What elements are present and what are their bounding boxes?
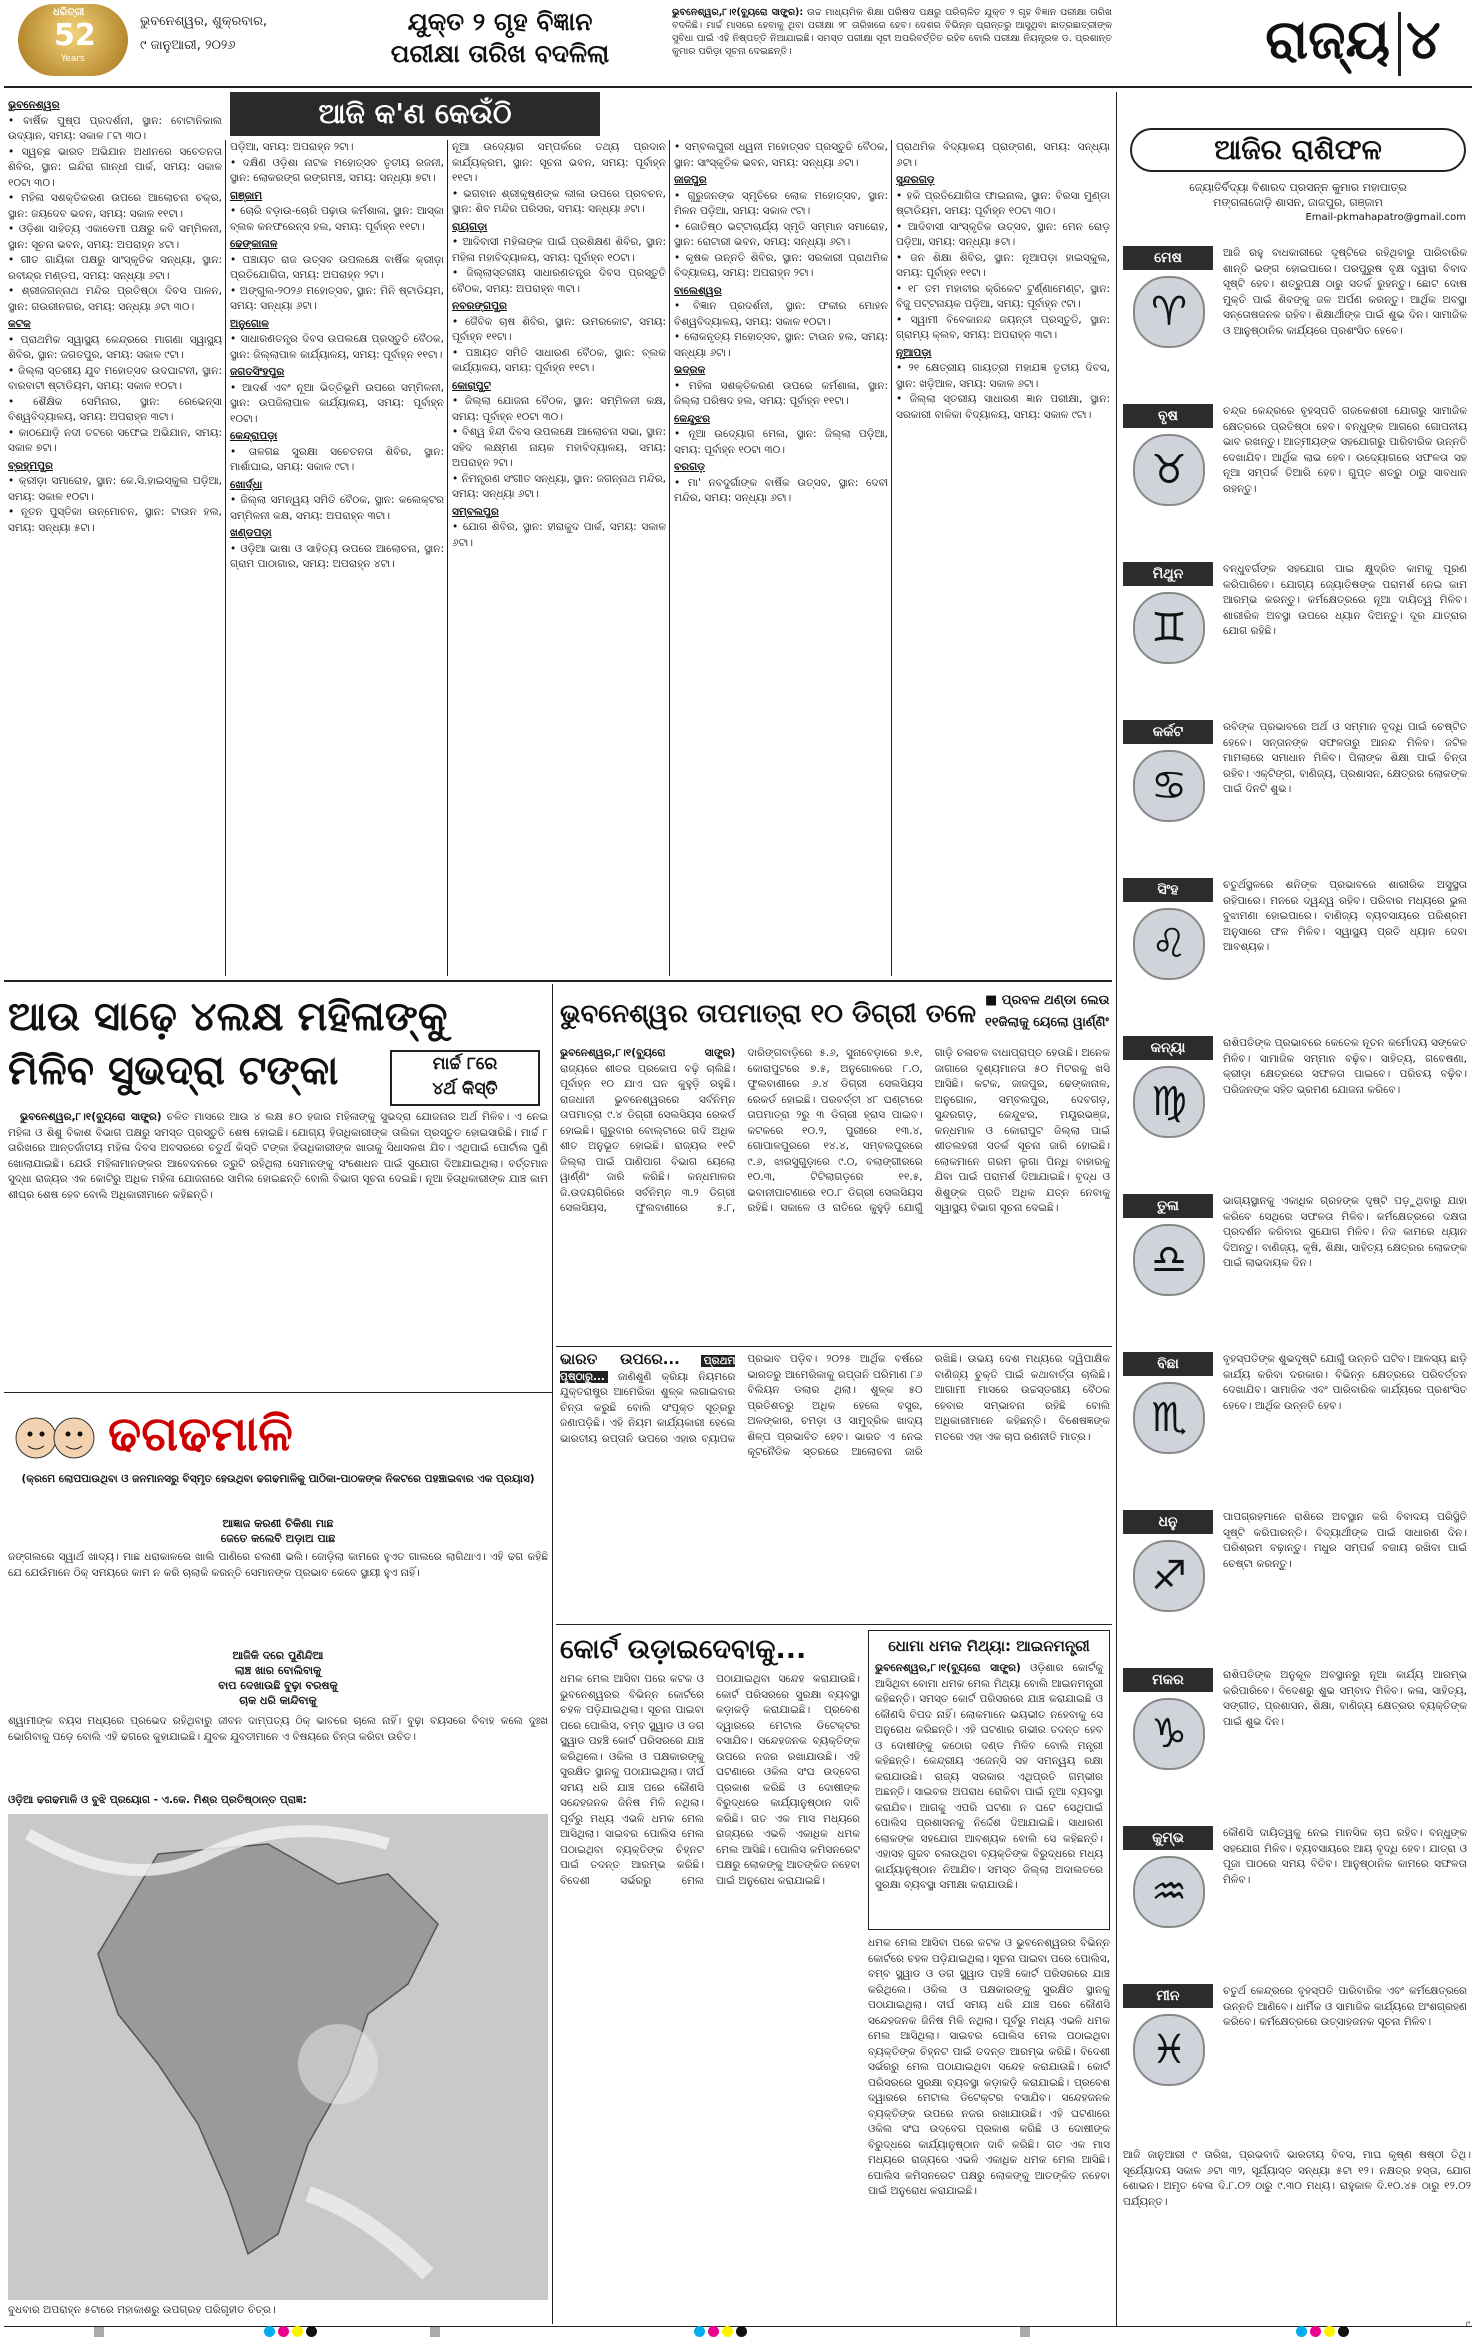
zodiac-row bbox=[1123, 1036, 1471, 1188]
subhadra-headline-line2: ମିଳିବ ସୁଭଦ୍ରା ଟଙ୍କା bbox=[8, 1048, 339, 1094]
event-item: • କାଠଯୋଡ଼ି ନଦୀ ତଟରେ ସଫେଇ ଅଭିଯାନ, ସମୟ: ସକାଳ ୭ଟା। bbox=[8, 426, 222, 454]
satellite-image bbox=[8, 1814, 548, 2300]
zodiac-name-badge: ବିଛା bbox=[1123, 1352, 1213, 1376]
logo-anniversary-number: 52 bbox=[54, 18, 96, 53]
cmyk-dots-1 bbox=[264, 2322, 320, 2334]
zodiac-prediction: ଚନ୍ଦ୍ର କେନ୍ଦ୍ରରେ ବୃହସ୍ପତି ଗଜକେଶରୀ ଯୋଗରୁ ସାମାଜିକ କ୍ଷେତ୍ରରେ ପ୍ରତିଷ୍ଠା ହେବ। ବନ୍ଧୁଙ୍କ ଆଗରେ ଗୋପନୀୟ ଭାବ ରଖନ୍ତୁ। ଆତ୍ମୀୟଙ୍କ ସହଯୋଗରୁ ପାରିବାରିକ ଉନ୍ନତି ଦେଖାଯିବ। ଆର୍ଥିକ ଲାଭ ହେବ। ଉଦ୍ୟୋଗରେ ସଫଳତା ସହ ନୂଆ ସମ୍ପର୍କ ତିଆରି ହେବ। ଗୁପ୍ତ ଶତ୍ରୁ ଠାରୁ ସାବଧାନ ରହନ୍ତୁ। bbox=[1223, 405, 1467, 495]
bharat-continued-tag: ପ୍ରଥମ ପୃଷ୍ଠାରୁ... bbox=[560, 1355, 736, 1383]
zodiac-name-badge: ସିଂହ bbox=[1123, 878, 1213, 902]
events-column bbox=[896, 140, 1110, 974]
zodiac-row bbox=[1123, 1194, 1471, 1346]
home-science-body: ଉଚ୍ଚ ମାଧ୍ୟମିକ ଶିକ୍ଷା ପରିଷଦ ପକ୍ଷରୁ ପରିଚାଳିତ ଯୁକ୍ତ ୨ ଗୃହ ବିଜ୍ଞାନ ପରୀକ୍ଷା ତାରିଖ ବଦଳିଛି। ମାର୍ଚ୍ଚ ମାସରେ ହେବାକୁ ଥିବା ପରୀକ୍ଷା ୨୮ ତାରିଖରେ ହେବ। ଦେଶର ବିଭିନ୍ନ ପ୍ରାନ୍ତରୁ ଆସୁଥିବା ଛାତ୍ରଛାତ୍ରୀଙ୍କ ସୁବିଧା ପାଇଁ ଏହି ନିଷ୍ପତ୍ତି ନିଆଯାଇଛି। ସମସ୍ତ ପରୀକ୍ଷା ସୂଚୀ ଅପରିବର୍ତ୍ତିତ ରହିବ ବୋଲି ପରୀକ୍ଷା ନିୟନ୍ତ୍ରକ ଡ. ପ୍ରଶାନ୍ତ କୁମାର ପରିଡ଼ା ସୂଚନା ଦେଇଛନ୍ତି। bbox=[672, 7, 1112, 57]
event-item: • ନିମନ୍ତ୍ରଣ ସଂଗୀତ ସନ୍ଧ୍ୟା, ସ୍ଥାନ: ଜଗନ୍ନାଥ ମନ୍ଦିର, ସମୟ: ସନ୍ଧ୍ୟା ୬ଟା। bbox=[452, 472, 666, 500]
zodiac-row bbox=[1123, 1352, 1471, 1504]
home-science-dateline: ଭୁବନେଶ୍ୱର,୮।୧(ବ୍ୟୁରୋ ସାଙ୍କ୍ର): bbox=[672, 7, 804, 18]
dhamaka-story bbox=[869, 1661, 1109, 1894]
zodiac-name-badge: ମେଷ bbox=[1123, 246, 1213, 270]
issue-date: ୯ ଜାନୁଆରୀ, ୨୦୨୬ bbox=[140, 38, 236, 53]
dhaga-lead-2-line3: ବାପ ଦେଖାଉଛି ବୁଢ଼ା ବରଷକୁ bbox=[218, 1679, 338, 1692]
zodiac-prediction: କୌଣସି ଦାୟିତ୍ୱକୁ ନେଇ ମାନସିକ ଚାପ ରହିବ। ବନ୍ଧୁଙ୍କ ସହଯୋଗ ମିଳିବ। ବ୍ୟବସାୟରେ ଆୟ ବୃଦ୍ଧି ହେବ। ଯାତ୍ରା ଓ ପୂଜା ପାଠରେ ସମୟ ବିତିବ। ଆନୁଷ୍ଠାନିକ କାମରେ ସଫଳତା ମିଳିବ। bbox=[1223, 1827, 1467, 1886]
zodiac-name-badge: ଧନୁ bbox=[1123, 1510, 1213, 1534]
event-location-heading: ଗଞ୍ଜାମ bbox=[230, 189, 263, 202]
zodiac-name-badge: ମୀନ bbox=[1123, 1984, 1213, 2008]
headline-home-science-line1: ଯୁକ୍ତ ୨ ଗୃହ ବିଜ୍ଞାନ bbox=[407, 7, 593, 36]
event-item: ନୂଆ ଉଦ୍ୟୋଗ ସମ୍ପର୍କରେ ତଥ୍ୟ ପ୍ରଦାନ କାର୍ଯ୍ୟକ୍ରମ, ସ୍ଥାନ: ସୂଚନା ଭବନ, ସମୟ: ପୂର୍ବାହ୍ନ ୧୧ଟା। bbox=[452, 141, 666, 184]
zodiac-prediction: ଚତୁର୍ଥସ୍ଥଳରେ ଶନିଙ୍କ ପ୍ରଭାବରେ ଶାରୀରିକ ଅସୁସ୍ଥତା ରହିପାରେ। ମନରେ ଦ୍ୱନ୍ଦ୍ୱ ରହିବ। ପରିବାର ମଧ୍ୟରେ ଭୁଲ ବୁଝାମଣା ହୋଇପାରେ। ବାଣିଜ୍ୟ ବ୍ୟବସାୟରେ ପରିଶ୍ରମ ଅନୁସାରେ ଫଳ ମିଳିବ। ସ୍ୱାସ୍ଥ୍ୟ ପ୍ରତି ଧ୍ୟାନ ଦେବା ଆବଶ୍ୟକ। bbox=[1223, 879, 1467, 953]
headline-home-science bbox=[330, 6, 670, 76]
dhaga-lead-1-line2: ଜେତେ କଲେବି ଅଡ଼ାଅ ପାଛ bbox=[220, 1532, 336, 1545]
logo-title: ଧରିତ୍ରୀ bbox=[53, 7, 85, 18]
event-item: • ବିଜ୍ଞାନ ପ୍ରଦର୍ଶନୀ, ସ୍ଥାନ: ଫକୀର ମୋହନ ବିଶ୍ୱବିଦ୍ୟାଳୟ, ସମୟ: ସକାଳ ୧୦ଟା। bbox=[674, 300, 888, 328]
zodiac-row bbox=[1123, 878, 1471, 1030]
dhamaka-box bbox=[868, 1630, 1110, 1930]
event-location-heading: ଖଣ୍ଡପଡ଼ା bbox=[230, 527, 272, 539]
subhadra-dateline: ଭୁବନେଶ୍ୱର,୮।୧(ବ୍ୟୁରୋ ସାଙ୍କ୍ର) bbox=[20, 1111, 162, 1123]
registration-mark-3 bbox=[1020, 2322, 1030, 2334]
event-item: • ଯୋଗ ଶିବିର, ସ୍ଥାନ: ହୀରାକୁଦ ପାର୍କ, ସମୟ: ସକାଳ ୬ଟା। bbox=[452, 521, 666, 549]
zodiac-prediction: ରବିଙ୍କ ପ୍ରଭାବରେ ଅର୍ଥ ଓ ସମ୍ମାନ ବୃଦ୍ଧି ପାଇଁ ଚେଷ୍ଟିତ ହେବେ। ସନ୍ତାନଙ୍କ ସଫଳତାରୁ ଆନନ୍ଦ ମିଳିବ। ଜଟିଳ ମାମଲାରେ ସମାଧାନ ମିଳିବ। ପିଲାଙ୍କ ଶିକ୍ଷା ପାଇଁ ଚିନ୍ତା ରହିବ। ଏକ୍ଟିଙ୍ଗ, ବାଣିଜ୍ୟ, ପ୍ରଶାସନ, କ୍ଷେତ୍ରର ଲୋକଙ୍କ ପାଇଁ ଦିନଟି ଶୁଭ। bbox=[1223, 721, 1467, 795]
event-item: • ଲୋକନୃତ୍ୟ ମହୋତ୍ସବ, ସ୍ଥାନ: ଟାଉନ ହଲ, ସମୟ: ସନ୍ଧ୍ୟା ୬ଟା। bbox=[674, 331, 888, 359]
zodiac-name-badge: କର୍କଟ bbox=[1123, 720, 1213, 744]
footer-page-marker: ୯ bbox=[1465, 2320, 1470, 2330]
zodiac-row bbox=[1123, 1984, 1471, 2136]
event-location-heading: ଜଗତସିଂହପୁର bbox=[230, 366, 285, 378]
event-item: • ଆଦର୍ଶ ଏବଂ ନୂଆ ଭିତ୍ତିଭୂମି ଉପରେ ସମ୍ମିଳନୀ, ସ୍ଥାନ: ଉପଜିଲାପାଳ କାର୍ଯ୍ୟାଳୟ, ସମୟ: ପୂର୍ବାହ୍ନ ୧୦ଟା। bbox=[230, 381, 444, 425]
dhaga-body-1: ଜଙ୍ଗଲରେ ସ୍ୱାର୍ଥ ଖାଦ୍ୟ। ମାଛ ଧରାକାଳରେ ଖାଲି ପାଣିରେ ଚଲଣୀ ଭଲି। ଜୋଡ଼ିଲା କାମରେ ହୁଏତ ଗାଲରେ ଲାଗିଥାଏ। ଏହି ଢଗ କହିଛି ଯେ ଯେଉଁମାନେ ଠିକ୍ ସମୟରେ କାମ ନ କରି ଚାଲାକି କରନ୍ତି ସେମାନଙ୍କ ପ୍ରଭାବ କେବେ ସ୍ଥାୟୀ ହୁଏ ନାହିଁ। bbox=[8, 1551, 548, 1579]
dateline-block bbox=[140, 10, 320, 70]
event-location-heading: ଭୁବନେଶ୍ୱର bbox=[8, 99, 60, 111]
event-item: ପ୍ରାଥମିକ ବିଦ୍ୟାଳୟ ପ୍ରାଙ୍ଗଣ, ସମୟ: ସନ୍ଧ୍ୟା ୬ଟା। bbox=[896, 141, 1110, 169]
event-location-heading: କେନ୍ଦ୍ରାପଡ଼ା bbox=[230, 430, 278, 442]
registration-mark-2 bbox=[430, 2322, 440, 2334]
headline-home-science-line2: ପରୀକ୍ଷା ତାରିଖ ବଦଳିଲା bbox=[390, 39, 610, 68]
zodiac-row bbox=[1123, 720, 1471, 872]
horoscope-byline-block bbox=[1130, 180, 1466, 240]
zodiac-prediction: ବୃହସ୍ପତିଙ୍କ ଶୁଭଦୃଷ୍ଟି ଯୋଗୁଁ ଉନ୍ନତି ଘଟିବ। ଆଳସ୍ୟ ଛାଡ଼ି କାର୍ଯ୍ୟ କରିବା ଦରକାର। ବିଭିନ୍ନ କ୍ଷେତ୍ରରେ ପରିବର୍ତ୍ତନ ଦେଖାଯିବ। ସାମାଜିକ ଏବଂ ପାରିବାରିକ କାର୍ଯ୍ୟରେ ପ୍ରଶଂସିତ ହେବେ। ଆର୍ଥିକ ଉନ୍ନତି ହେବ। bbox=[1223, 1353, 1467, 1412]
event-location-heading: ସୁନ୍ଦରଗଡ଼ bbox=[896, 174, 935, 186]
dhaga-credit: ଓଡ଼ିଆ ଢଗଢମାଳି ଓ ବୁଝି ପ୍ରୟୋଗ - ଏ.କେ. ମିଶ୍ର ପ୍ରତିଷ୍ଠାନ୍ତ ପ୍ରାଜ୍ଞ: bbox=[8, 1794, 307, 1806]
temperature-headline: ଭୁବନେଶ୍ୱର ତାପମାତ୍ରା ୧୦ ଡିଗ୍ରୀ ତଳେ bbox=[560, 999, 977, 1029]
court-headline: କୋର୍ଟ ଉଡ଼ାଇଦେବାକୁ... bbox=[560, 1634, 807, 1665]
zodiac-name-badge: ବୃଷ bbox=[1123, 404, 1213, 428]
zodiac-name-badge: ମକର bbox=[1123, 1668, 1213, 1692]
event-item: ପଡ଼ିଆ, ସମୟ: ଅପରାହ୍ନ ୨ଟା। bbox=[230, 141, 354, 153]
events-column bbox=[452, 140, 666, 974]
event-item: • ପଞ୍ଚାୟତ ରାଜ ଉତ୍ସବ ଉପଲକ୍ଷେ ବାର୍ଷିକ କ୍ରୀଡ଼ା ପ୍ରତିଯୋଗିତା, ସମୟ: ଅପରାହ୍ନ ୨ଟା। bbox=[230, 253, 444, 281]
zodiac-sign-icon: ♌ bbox=[1133, 908, 1205, 980]
dhaga-lead-2-line4: ଚାକ ଧରି କାନ୍ଦିବାକୁ bbox=[239, 1694, 317, 1707]
subhadra-headline-line1: ଆଉ ସାଢ଼େ ୪ଲକ୍ଷ ମହିଳାଙ୍କୁ bbox=[8, 994, 448, 1040]
zodiac-sign-icon: ♎ bbox=[1133, 1224, 1205, 1296]
event-location-heading: ଖୋର୍ଦ୍ଧା bbox=[230, 478, 263, 491]
dhaga-lead-2-line2: ଲାଞ୍ଚ ଖାର ବୋଲିବାକୁ bbox=[234, 1664, 322, 1677]
event-location-heading: କେନ୍ଦୁଝର bbox=[674, 412, 711, 425]
subhadra-badge-line1: ମାର୍ଚ୍ଚ ୮ରେ bbox=[432, 1054, 498, 1074]
page-number: ୪ bbox=[1406, 8, 1441, 71]
zodiac-name-badge: କୁମ୍ଭ bbox=[1123, 1826, 1213, 1850]
events-column bbox=[8, 96, 222, 974]
event-item: • ମହିଳା ସଶକ୍ତିକରଣ ଉପରେ ଆଲୋଚନା ଚକ୍ର, ସ୍ଥାନ: ଜୟଦେବ ଭବନ, ସମୟ: ସକାଳ ୧୧ଟା। bbox=[8, 192, 222, 220]
temperature-body: ରାଜ୍ୟରେ ଶୀତର ପ୍ରକୋପ ବଢ଼ି ଚାଲିଛି। ପୂର୍ବାହ୍ନ ୧୦ ଯାଏ ଘନ କୁହୁଡ଼ି ରହୁଛି। ରାଜଧାନୀ ଭୁବନେଶ୍ୱରରେ ସର୍ବନିମ୍ନ ତାପମାତ୍ରା ୯.୪ ଡିଗ୍ରୀ ସେଲସିୟସ ରେକର୍ଡ ହୋଇଛି। ଗୁରୁବାର ବୋଲ୍ଟାରେ ଗଦି ଅଧିକ ଶୀତ ଅନୁଭୂତ ହୋଇଛି। ରାଜ୍ୟର ୧୧ଟି ଜିଲ୍ଲା ପାଇଁ ପାଣିପାଗ ବିଭାଗ ୟେଲୋ ୱାର୍ଣ୍ଣିଂ ଜାରି କରିଛି। କନ୍ଧମାଳର ଜି.ଉଦୟଗିରିରେ ସର୍ବନିମ୍ନ ୩.୨ ଡିଗ୍ରୀ ସେଲସିୟସ, ଫୁଲବାଣୀରେ ୫.୮, ଦାରିଙ୍ଗବାଡ଼ିରେ ୫.୬, ସୁନାବେଡ଼ାରେ ୭.୧, କୋରାପୁଟରେ ୭.୫, ଅନୁଗୋଳରେ ୮.୦, ଫୁଲବାଣୀରେ ୬.୪ ଡିଗ୍ରୀ ସେଲସିୟସ ରେକର୍ଡ ହୋଇଛି। ପରବର୍ତ୍ତୀ ୪୮ ଘଣ୍ଟାରେ ତାପମାତ୍ରା ୨ରୁ ୩ ଡିଗ୍ରୀ ହ୍ରାସ ପାଇବ। କଟକରେ ୧୦.୨, ପୁରୀରେ ୧୩.୪, ଗୋପାଳପୁରରେ ୧୪.୪, ସମ୍ବଲପୁରରେ ୯.୬, ଝାରସୁଗୁଡ଼ାରେ ୯.୦, ବଲାଙ୍ଗୀରରେ ୧୦.୩, ଟିଟିଲାଗଡ଼ରେ ୧୧.୫, ଭବାନୀପାଟଣାରେ ୧୦.୮ ଡିଗ୍ରୀ ସେଲସିୟସ ରହିଛି। ସକାଳେ ଓ ରାତିରେ କୁହୁଡ଼ି ଯୋଗୁଁ ଗାଡ଼ି ଚଳାଚଳ ବାଧାପ୍ରାପ୍ତ ହେଉଛି। ଅନେକ ଜାଗାରେ ଦୃଶ୍ୟମାନତା ୫୦ ମିଟରକୁ ଖସି ଆସିଛି। କଟକ, ଜାଜପୁର, ଢେଙ୍କାନାଳ, ଅନୁଗୋଳ, ସମ୍ବଲପୁର, ଦେବଗଡ଼, ସୁନ୍ଦରଗଡ଼, କେନ୍ଦୁଝର, ମୟୂରଭଞ୍ଜ, କନ୍ଧମାଳ ଓ କୋରାପୁଟ ଜିଲ୍ଲା ପାଇଁ ଶୀତଲହରୀ ସତର୍କ ସୂଚନା ଜାରି ହୋଇଛି। ଲୋକମାନେ ଗରମ ଲୁଗା ପିନ୍ଧି ବାହାରକୁ ଯିବା ପାଇଁ ପରାମର୍ଶ ଦିଆଯାଇଛି। ବୃଦ୍ଧ ଓ ଶିଶୁଙ୍କ ପ୍ରତି ଅଧିକ ଯତ୍ନ ନେବାକୁ ସ୍ୱାସ୍ଥ୍ୟ ବିଭାଗ ସୂଚନା ଦେଇଛି। bbox=[560, 1047, 1110, 1214]
zodiac-prediction: ବନ୍ଧୁବର୍ଗଙ୍କ ସହଯୋଗ ପାଇ କ୍ଷୁଦ୍ରିତ କାମକୁ ପୂରଣ କରିପାରିବେ। ଯୋଗ୍ୟ ଜ୍ୟୋତିଷଙ୍କ ପରାମର୍ଶ ନେଇ କାମ ଆରମ୍ଭ କରନ୍ତୁ। କର୍ମକ୍ଷେତ୍ରରେ ନୂଆ ଦାୟିତ୍ୱ ମିଳିବ। ଶାରୀରିକ ଅବସ୍ଥା ଉପରେ ଧ୍ୟାନ ଦିଅନ୍ତୁ। ଦୂର ଯାତ୍ରାର ଯୋଗ ରହିଛି। bbox=[1223, 563, 1467, 637]
zodiac-row bbox=[1123, 1510, 1471, 1662]
event-item: • ଆଦିବାସୀ ସାଂସ୍କୃତିକ ଉତ୍ସବ, ସ୍ଥାନ: ମେନ ରୋଡ଼ ପଡ଼ିଆ, ସମୟ: ସନ୍ଧ୍ୟା ୫ଟା। bbox=[896, 220, 1110, 248]
event-item: • ନୂତନ ପୁସ୍ତିକା ଉନ୍ମୋଚନ, ସ୍ଥାନ: ଟାଉନ ହଲ, ସମୟ: ସନ୍ଧ୍ୟା ୫ଟା। bbox=[8, 506, 222, 534]
event-item: • ଜିଲ୍ଲା ଯୋଜନା ବୈଠକ, ସ୍ଥାନ: ସମ୍ମିଳନୀ କକ୍ଷ, ସମୟ: ପୂର୍ବାହ୍ନ ୧୦ଟା ୩୦। bbox=[452, 395, 666, 423]
zodiac-sign-icon: ♉ bbox=[1133, 434, 1205, 506]
court-continuation: ଧମକ ମେଲ ଆସିବା ପରେ କଟକ ଓ ଭୁବନେଶ୍ୱରର ବିଭିନ୍ନ କୋର୍ଟରେ ଚହଳ ପଡ଼ିଯାଇଥିଲା। ସୂଚନା ପାଇବା ପରେ ପୋଲିସ, ବମ୍ବ ସ୍କ୍ୱାଡ ଓ ଡଗ ସ୍କ୍ୱାଡ ପହଞ୍ଚି କୋର୍ଟ ପରିସରରେ ଯାଞ୍ଚ କରିଥିଲେ। ଓକିଲ ଓ ପକ୍ଷକାରଙ୍କୁ ସୁରକ୍ଷିତ ସ୍ଥାନକୁ ପଠାଯାଇଥିଲା। ଦୀର୍ଘ ସମୟ ଧରି ଯାଞ୍ଚ ପରେ କୌଣସି ସନ୍ଦେହଜନକ ଜିନିଷ ମିଳି ନଥିଲା। ପୂର୍ବରୁ ମଧ୍ୟ ଏଭଳି ଧମକ ମେଲ ଆସିଥିଲା। ସାଇବର ପୋଲିସ ମେଲ ପଠାଇଥିବା ବ୍ୟକ୍ତିଙ୍କ ଚିହ୍ନଟ ପାଇଁ ତଦନ୍ତ ଆରମ୍ଭ କରିଛି। ବିଦେଶୀ ସର୍ଭରରୁ ମେଲ ପଠାଯାଇଥିବା ସନ୍ଦେହ କରାଯାଉଛି। କୋର୍ଟ ପରିସରରେ ସୁରକ୍ଷା ବ୍ୟବସ୍ଥା କଡ଼ାକଡ଼ି କରାଯାଇଛି। ପ୍ରବେଶ ଦ୍ୱାରରେ ମେଟାଲ ଡିଟେକ୍ଟର ବସାଯିବ। ସନ୍ଦେହଜନକ ବ୍ୟକ୍ତିଙ୍କ ଉପରେ ନଜର ରଖାଯାଉଛି। ଏହି ଘଟଣାରେ ଓକିଲ ସଂଘ ଉଦ୍ବେଗ ପ୍ରକାଶ କରିଛି ଓ ଦୋଷୀଙ୍କ ବିରୁଦ୍ଧରେ କାର୍ଯ୍ୟାନୁଷ୍ଠାନ ଦାବି କରିଛି। ଗତ ଏକ ମାସ ମଧ୍ୟରେ ରାଜ୍ୟରେ ଏଭଳି ଏକାଧିକ ଧମକ ମେଲ ଆସିଛି। ପୋଲିସ କମିସନରେଟ ପକ୍ଷରୁ ଲୋକଙ୍କୁ ଆତଙ୍କିତ ନହେବା ପାଇଁ ଅନୁରୋଧ କରାଯାଇଛି। bbox=[868, 1937, 1110, 2197]
event-item: • ଜନ ଶିକ୍ଷା ଶିବିର, ସ୍ଥାନ: ନୂଆପଡ଼ା ହାଇସ୍କୁଲ, ସମୟ: ପୂର୍ବାହ୍ନ ୧୧ଟା। bbox=[896, 251, 1110, 279]
event-item: • କ୍ରୀଡ଼ା ସମାରୋହ, ସ୍ଥାନ: କେ.ସି.ହାଇସ୍କୁଲ ପଡ଼ିଆ, ସମୟ: ସକାଳ ୧୦ଟା। bbox=[8, 475, 222, 503]
zodiac-prediction: ରାଶିପତିଙ୍କ ପ୍ରଭାବରେ କେତେକ ନୂତନ କର୍ମୋଦୟ ସଙ୍କେତ ମିଳିବ। ସାମାଜିକ ସମ୍ମାନ ବଢ଼ିବ। ସାହିତ୍ୟ, ଗବେଷଣା, କ୍ରୀଡ଼ା କ୍ଷେତ୍ରରେ ସଫଳତା ପାଇବେ। ପରିଚୟ ବଢ଼ିବ। ପରିଜନଙ୍କ ସହିତ ଭ୍ରମଣ ଯୋଜନା କରିବେ। bbox=[1223, 1037, 1467, 1096]
zodiac-sign-icon: ♑ bbox=[1133, 1698, 1205, 1770]
event-location-heading: ନବରଙ୍ଗପୁର bbox=[452, 300, 507, 312]
zodiac-prediction: ଆଜି ରହୁ ବାଧକାରୀରେ ଦୃଷ୍ଟିରେ ରହିଥିବାରୁ ପାରିବାରିକ ଶାନ୍ତି ଭଙ୍ଗ ହୋଇପାରେ। ପରପୁରୁଷ ବୃକ୍ଷ ଦ୍ୱାରା ବିବାଦ ସୃଷ୍ଟି ହେବ। ଶତ୍ରୁପକ୍ଷ ଠାରୁ ସତର୍କ ରୁହନ୍ତୁ। ଛୋଟ ଦୋଷ ମୁକ୍ତି ପାଇଁ ଶିବଙ୍କୁ ଜଳ ଅର୍ପଣ କରନ୍ତୁ। ଆର୍ଥିକ ଅବସ୍ଥା ସନ୍ତୋଷଜନକ ରହିବ। ଶିକ୍ଷାର୍ଥୀଙ୍କ ପାଇଁ ଶୁଭ ଦିନ। ସାମାଜିକ ଓ ଆନୁଷ୍ଠାନିକ କାର୍ଯ୍ୟରେ ପ୍ରଶଂସିତ ହେବେ। bbox=[1223, 247, 1467, 337]
event-item: • ତାଳଗଛ ସୁରକ୍ଷା ସଚେତନତା ଶିବିର, ସ୍ଥାନ: ମାର୍ଶାଘାଇ, ସମୟ: ସକାଳ ୯ଟା। bbox=[230, 445, 444, 473]
horoscope-email: Email-pkmahapatro@gmail.com bbox=[1305, 212, 1466, 223]
temperature-side-line1: ■ ପ୍ରବଳ ଥଣ୍ଡା ଲେଉ bbox=[985, 993, 1110, 1008]
zodiac-sign-icon: ♍ bbox=[1133, 1066, 1205, 1138]
zodiac-sign-icon: ♒ bbox=[1133, 1856, 1205, 1928]
zodiac-sign-icon: ♈ bbox=[1133, 276, 1205, 348]
zodiac-row bbox=[1123, 1668, 1471, 1820]
temperature-side-line2: ୧୧ଜିଲାକୁ ୟେଲୋ ୱାର୍ଣ୍ଣିଂ bbox=[985, 1015, 1109, 1030]
dhaga-lead-2-line1: ଆଜିକି ଦରେ ପୁଣିନ୍ଦିଆ bbox=[232, 1649, 324, 1662]
event-item: • ପଞ୍ଚାୟତ ସମିତି ସାଧାରଣ ବୈଠକ, ସ୍ଥାନ: ବ୍ଲକ କାର୍ଯ୍ୟାଳୟ, ସମୟ: ପୂର୍ବାହ୍ନ ୧୧ଟା। bbox=[452, 346, 666, 374]
event-location-heading: ସମ୍ବଲପୁର bbox=[452, 505, 499, 518]
court-body: ଧମକ ମେଲ ଆସିବା ପରେ କଟକ ଓ ଭୁବନେଶ୍ୱରର ବିଭିନ୍ନ କୋର୍ଟରେ ଚହଳ ପଡ଼ିଯାଇଥିଲା। ସୂଚନା ପାଇବା ପରେ ପୋଲିସ, ବମ୍ବ ସ୍କ୍ୱାଡ ଓ ଡଗ ସ୍କ୍ୱାଡ ପହଞ୍ଚି କୋର୍ଟ ପରିସରରେ ଯାଞ୍ଚ କରିଥିଲେ। ଓକିଲ ଓ ପକ୍ଷକାରଙ୍କୁ ସୁରକ୍ଷିତ ସ୍ଥାନକୁ ପଠାଯାଇଥିଲା। ଦୀର୍ଘ ସମୟ ଧରି ଯାଞ୍ଚ ପରେ କୌଣସି ସନ୍ଦେହଜନକ ଜିନିଷ ମିଳି ନଥିଲା। ପୂର୍ବରୁ ମଧ୍ୟ ଏଭଳି ଧମକ ମେଲ ଆସିଥିଲା। ସାଇବର ପୋଲିସ ମେଲ ପଠାଇଥିବା ବ୍ୟକ୍ତିଙ୍କ ଚିହ୍ନଟ ପାଇଁ ତଦନ୍ତ ଆରମ୍ଭ କରିଛି। ବିଦେଶୀ ସର୍ଭରରୁ ମେଲ ପଠାଯାଇଥିବା ସନ୍ଦେହ କରାଯାଉଛି। କୋର୍ଟ ପରିସରରେ ସୁରକ୍ଷା ବ୍ୟବସ୍ଥା କଡ଼ାକଡ଼ି କରାଯାଇଛି। ପ୍ରବେଶ ଦ୍ୱାରରେ ମେଟାଲ ଡିଟେକ୍ଟର ବସାଯିବ। ସନ୍ଦେହଜନକ ବ୍ୟକ୍ତିଙ୍କ ଉପରେ ନଜର ରଖାଯାଉଛି। ଏହି ଘଟଣାରେ ଓକିଲ ସଂଘ ଉଦ୍ବେଗ ପ୍ରକାଶ କରିଛି ଓ ଦୋଷୀଙ୍କ ବିରୁଦ୍ଧରେ କାର୍ଯ୍ୟାନୁଷ୍ଠାନ ଦାବି କରିଛି। ଗତ ଏକ ମାସ ମଧ୍ୟରେ ରାଜ୍ୟରେ ଏଭଳି ଏକାଧିକ ଧମକ ମେଲ ଆସିଛି। ପୋଲିସ କମିସନରେଟ ପକ୍ଷରୁ ଲୋକଙ୍କୁ ଆତଙ୍କିତ ନହେବା ପାଇଁ ଅନୁରୋଧ କରାଯାଇଛି। bbox=[560, 1673, 860, 1887]
event-location-heading: ବ୍ରହ୍ମପୁର bbox=[8, 459, 53, 472]
zodiac-sign-icon: ♋ bbox=[1133, 750, 1205, 822]
zodiac-row bbox=[1123, 562, 1471, 714]
zodiac-sign-icon: ♐ bbox=[1133, 1540, 1205, 1612]
event-item: • ୧୮ ତମ ମହାବୀର କ୍ରିକେଟ ଟୁର୍ଣ୍ଣାମେଣ୍ଟ, ସ୍ଥାନ: ବିଜୁ ପଟ୍ଟନାୟକ ପଡ଼ିଆ, ସମୟ: ପୂର୍ବାହ୍ନ ୯ଟା। bbox=[896, 282, 1110, 310]
event-item: • ନୂଆ ଉଦ୍ୟୋଗ ମେଳା, ସ୍ଥାନ: ଜିଲ୍ଲା ପଡ଼ିଆ, ସମୟ: ପୂର୍ବାହ୍ନ ୧୦ଟା ୩୦। bbox=[674, 428, 888, 456]
dhaga-subtitle: (କ୍ରମେ ଲୋପପାଉଥିବା ଓ ଜନମାନସରୁ ବିସ୍ମୃତ ହେଉଥିବା ଢଗଢମାଳିକୁ ପାଠିକା-ପାଠକଙ୍କ ନିକଟରେ ପହଞ୍ଚାଇବାର ଏକ ପ୍ରୟାସ) bbox=[21, 1473, 535, 1485]
zodiac-sign-icon: ♏ bbox=[1133, 1382, 1205, 1454]
event-item: • ଅଙ୍ଗୁଲ-୨୦୨୬ ମହୋତ୍ସବ, ସ୍ଥାନ: ମିନି ଷ୍ଟାଡିୟମ, ସମୟ: ସନ୍ଧ୍ୟା ୬ଟା। bbox=[230, 284, 444, 312]
event-item: • ପ୍ରାଥମିକ ସ୍ୱାସ୍ଥ୍ୟ କେନ୍ଦ୍ରରେ ମାଗଣା ସ୍ୱାସ୍ଥ୍ୟ ଶିବିର, ସ୍ଥାନ: ଜଗତପୁର, ସମୟ: ସକାଳ ୯ଟା। bbox=[8, 333, 222, 361]
temperature-sidebar bbox=[985, 990, 1110, 1042]
event-item: • ଶ୍ରୀଜଗନ୍ନାଥ ମନ୍ଦିର ପ୍ରତିଷ୍ଠା ଦିବସ ପାଳନ, ସ୍ଥାନ: ଗଉରୀନଗର, ସମୟ: ସନ୍ଧ୍ୟା ୬ଟା ୩୦। bbox=[8, 285, 222, 313]
events-column bbox=[674, 140, 888, 974]
dhaga-title: ଢଗଢମାଳି bbox=[108, 1406, 293, 1462]
temperature-dateline: ଭୁବନେଶ୍ୱର,୮।୧(ବ୍ୟୁରୋ ସାଙ୍କ୍ର) bbox=[560, 1047, 736, 1059]
event-item: • ଦକ୍ଷିଣ ଓଡ଼ିଶା ନାଟକ ମହୋତ୍ସବ ତୃତୀୟ ରଜନୀ, ସ୍ଥାନ: ଲୋକରଙ୍ଗ ରଙ୍ଗମଞ୍ଚ, ସମୟ: ସନ୍ଧ୍ୟା ୭ଟା। bbox=[230, 156, 444, 184]
zodiac-prediction: ପାପଗ୍ରହମାନେ ରାଶିରେ ଅବସ୍ଥାନ କରି ବିବାଦୟ ପରିସ୍ଥିତି ସୃଷ୍ଟି କରିପାରନ୍ତି। ବିଦ୍ୟାର୍ଥୀଙ୍କ ପାଇଁ ସାଧାରଣ ଦିନ। ପରିଶ୍ରମ ବଢ଼ାନ୍ତୁ। ମଧୁର ସମ୍ପର୍କ ବଜାୟ ରଖିବା ପାଇଁ ଚେଷ୍ଟା କରନ୍ତୁ। bbox=[1223, 1511, 1467, 1570]
zodiac-prediction: ଚତୁର୍ଥ କେନ୍ଦ୍ରରେ ବୃହସ୍ପତି ପାରିବାରିକ ଏବଂ କର୍ମକ୍ଷେତ୍ରରେ ଉନ୍ନତି ଆଣିବେ। ଧାର୍ମିକ ଓ ସାମାଜିକ କାର୍ଯ୍ୟରେ ଅଂଶଗ୍ରହଣ କରିବେ। କର୍ମକ୍ଷେତ୍ରରେ ଉତ୍ସାହଜନକ ସୂଚନା ମିଳିବ। bbox=[1223, 1985, 1467, 2028]
event-item: • ବାର୍ଷିକ ପୁଷ୍ପ ପ୍ରଦର୍ଶନୀ, ସ୍ଥାନ: ବୋଟାନିକାଲ ଉଦ୍ୟାନ, ସମୟ: ସକାଳ ୮ଟା ୩୦। bbox=[8, 114, 222, 142]
dhaga-header bbox=[8, 1402, 548, 1512]
event-item: • ଜିଲ୍ଲା ସ୍ତରୀୟ ଯୁବ ମହୋତ୍ସବ ଉଦଘାଟନୀ, ସ୍ଥାନ: ବାରବାଟୀ ଷ୍ଟାଡିୟମ, ସମୟ: ସକାଳ ୧୦ଟା। bbox=[8, 364, 222, 392]
horoscope-author: ଜ୍ୟୋତିର୍ବିଦ୍ୟା ବିଶାରଦ ପ୍ରସନ୍ନ କୁମାର ମହାପାତ୍ର bbox=[1189, 181, 1407, 194]
dhaga-lead-1 bbox=[8, 1516, 548, 1546]
event-location-heading: ଢେଙ୍କାନାଳ bbox=[230, 238, 278, 250]
zodiac-name-badge: ମିଥୁନ bbox=[1123, 562, 1213, 586]
event-location-heading: ରାୟଗଡ଼ା bbox=[452, 220, 488, 233]
events-column bbox=[230, 140, 444, 974]
event-item: • ଭଗବାନ ଶ୍ରୀକୃଷ୍ଣଙ୍କ ଲୀଳା ଉପରେ ପ୍ରବଚନ, ସ୍ଥାନ: ଶିବ ମନ୍ଦିର ପରିସର, ସମୟ: ସନ୍ଧ୍ୟା ୬ଟା। bbox=[452, 187, 666, 215]
event-item: • ଗୀତ ଗାୟିକା ପକ୍ଷରୁ ସାଂସ୍କୃତିକ ସନ୍ଧ୍ୟା, ସ୍ଥାନ: ରବୀନ୍ଦ୍ର ମଣ୍ଡପ, ସମୟ: ସନ୍ଧ୍ୟା ୬ଟା। bbox=[8, 254, 222, 282]
event-location-heading: ନୂଆପଡ଼ା bbox=[896, 346, 932, 359]
event-item: • ଜିଲ୍ଲା ସମନ୍ୱୟ ସମିତି ବୈଠକ, ସ୍ଥାନ: କଲେକ୍ଟର ସମ୍ମିଳନୀ କକ୍ଷ, ସମୟ: ଅପରାହ୍ନ ୩ଟା। bbox=[230, 494, 444, 522]
subhadra-body: ଚଳିତ ମାସରେ ଆଉ ୪ ଲକ୍ଷ ୫୦ ହଜାର ମହିଳାଙ୍କୁ ସୁଭଦ୍ରା ଯୋଜନାର ଅର୍ଥ ମିଳିବ। ଏ ନେଇ ମହିଳା ଓ ଶିଶୁ ବିକାଶ ବିଭାଗ ପକ୍ଷରୁ ସମସ୍ତ ପ୍ରସ୍ତୁତି ଶେଷ ହୋଇଛି। ଯୋଗ୍ୟ ହିତାଧିକାରୀଙ୍କ ତାଲିକା ପ୍ରସ୍ତୁତ ହୋଇସାରିଛି। ମାର୍ଚ୍ଚ ୮ ତାରିଖରେ ଆନ୍ତର୍ଜାତୀୟ ମହିଳା ଦିବସ ଅବସରରେ ଚତୁର୍ଥ କିସ୍ତି ଟଙ୍କା ହିତାଧିକାରୀଙ୍କ ଖାତାକୁ ସିଧାସଳଖ ଯିବ। ଏଥିପାଇଁ ପୋର୍ଟାଲ ପୁଣି ଖୋଲାଯାଇଛି। ଯେଉଁ ମହିଳାମାନଙ୍କର ଆବେଦନରେ ତ୍ରୁଟି ରହିଥିଲା ସେମାନଙ୍କୁ ସଂଶୋଧନ ପାଇଁ ସୁଯୋଗ ଦିଆଯାଇଥିଲା। ବର୍ତ୍ତମାନ ସୁଦ୍ଧା ରାଜ୍ୟର ଏକ କୋଟିରୁ ଅଧିକ ମହିଳା ଯୋଜନାରେ ସାମିଲ ହୋଇଛନ୍ତି ବୋଲି ବିଭାଗ ସୂଚନା ଦେଇଛି। ନୂଆ ହିତାଧିକାରୀଙ୍କ ଯାଞ୍ଚ କାମ ଶୀଘ୍ର ଶେଷ ହେବ ବୋଲି ଅଧିକାରୀମାନେ କହିଛନ୍ତି। bbox=[8, 1111, 548, 1201]
bharat-body: ଜାଣିଶୁଣି କ୍ରିୟା ନିୟମରେ ଯୁକ୍ତରାଷ୍ଟ୍ର ଆମେରିକା ଶୁଳ୍କ ଲଗାଇବାର ଚିନ୍ତା କରୁଛି ବୋଲି ସଂପୃକ୍ତ ସୂତ୍ରରୁ ଜଣାପଡ଼ିଛି। ଏହି ନିୟମ କାର୍ଯ୍ୟକାରୀ ହେଲେ ଭାରତୀୟ ରପ୍ତାନି ଉପରେ ଏହାର ବ୍ୟାପକ ପ୍ରଭାବ ପଡ଼ିବ। ୨୦୨୫ ଆର୍ଥିକ ବର୍ଷରେ ଭାରତରୁ ଆମେରିକାକୁ ରପ୍ତାନି ପରିମାଣ ୮୬ ବିଲିୟନ ଡଲାର ଥିଲା। ଶୁଳ୍କ ୫୦ ପ୍ରତିଶତରୁ ଅଧିକ ହେଲେ ବସ୍ତ୍ର, ଅଳଙ୍କାର, ଚମଡ଼ା ଓ ସାମୁଦ୍ରିକ ଖାଦ୍ୟ ଶିଳ୍ପ ପ୍ରଭାବିତ ହେବ। ଭାରତ ଏ ନେଇ କୂଟନୈତିକ ସ୍ତରରେ ଆଲୋଚନା ଜାରି ରଖିଛି। ଉଭୟ ଦେଶ ମଧ୍ୟରେ ଦ୍ୱିପାକ୍ଷିକ ବାଣିଜ୍ୟ ଚୁକ୍ତି ପାଇଁ କଥାବାର୍ତ୍ତା ଚାଲିଛି। ଆଗାମୀ ମାସରେ ଉଚ୍ଚସ୍ତରୀୟ ବୈଠକ ହେବାର ସମ୍ଭାବନା ରହିଛି ବୋଲି ଅଧିକାରୀମାନେ କହିଛନ୍ତି। ବିଶେଷଜ୍ଞଙ୍କ ମତରେ ଏହା ଏକ ଚାପ ରଣନୀତି ମାତ୍ର। bbox=[560, 1353, 1110, 1458]
cartoon-faces-icon bbox=[12, 1406, 102, 1476]
zodiac-name-badge: ତୁଳା bbox=[1123, 1194, 1213, 1218]
event-item: • ଓଡ଼ିଶା ସାହିତ୍ୟ ଏକାଡେମୀ ପକ୍ଷରୁ କବି ସମ୍ମିଳନୀ, ସ୍ଥାନ: ସୂଚନା ଭବନ, ସମୟ: ଅପରାହ୍ନ ୪ଟା। bbox=[8, 223, 222, 251]
zodiac-prediction: ରାଶିପତିଙ୍କ ଅନୁକୂଳ ଅବସ୍ଥାନରୁ ନୂଆ କାର୍ଯ୍ୟ ଆରମ୍ଭ କରିପାରିବେ। ବିଦେଶରୁ ଶୁଭ ସମ୍ବାଦ ମିଳିବ। କଳା, ସାହିତ୍ୟ, ସଙ୍ଗୀତ, ପ୍ରଶାସନ, ଶିକ୍ଷା, ବାଣିଜ୍ୟ କ୍ଷେତ୍ରର ବ୍ୟକ୍ତିଙ୍କ ପାଇଁ ଶୁଭ ଦିନ। bbox=[1223, 1669, 1467, 1728]
bharat-story bbox=[560, 1352, 1110, 1620]
event-item: • ସ୍ୱାମୀ ବିବେକାନନ୍ଦ ଜୟନ୍ତୀ ପ୍ରସ୍ତୁତି, ସ୍ଥାନ: ଗ୍ରାମ୍ୟ କ୍ଲବ, ସମୟ: ଅପରାହ୍ନ ୩ଟା। bbox=[896, 313, 1110, 341]
dhamaka-dateline: ଭୁବନେଶ୍ୱର,୮।୧(ବ୍ୟୁରୋ ସାଙ୍କ୍ର) bbox=[875, 1662, 1021, 1674]
zodiac-sign-icon: ♓ bbox=[1133, 2014, 1205, 2086]
event-item: • ଆଦିବାସୀ ମହିଳାଙ୍କ ପାଇଁ ପ୍ରଶିକ୍ଷଣ ଶିବିର, ସ୍ଥାନ: ମହିଳା ମହାବିଦ୍ୟାଳୟ, ସମୟ: ପୂର୍ବାହ୍ନ ୧୦ଟା। bbox=[452, 236, 666, 264]
event-item: • ଚୋରି ବଡ଼ାଉ-ଚୋରି ପଢ଼ାଉ କର୍ମଶାଳା, ସ୍ଥାନ: ଆସ୍କା ବ୍ଲକ କନଫରେନ୍ସ ହଲ, ସମୟ: ପୂର୍ବାହ୍ନ ୧୧ଟା। bbox=[230, 205, 444, 233]
cmyk-dots-2 bbox=[694, 2322, 750, 2334]
home-science-story bbox=[672, 6, 1112, 86]
event-item: • ଜୋତିଷ୍ଠ ଭଟ୍ଟାଚାର୍ଯ୍ୟ ସ୍ମୃତି ସମ୍ମାନ ସମାରୋହ, ସ୍ଥାନ: ରୋଟାରୀ ଭବନ, ସମୟ: ସନ୍ଧ୍ୟା ୬ଟା। bbox=[674, 220, 888, 248]
bharat-lead: ଭାରତ ଉପରେ... bbox=[560, 1352, 680, 1368]
logo-years-label: Years bbox=[61, 54, 85, 64]
issue-place-day: ଭୁବନେଶ୍ୱର, ଶୁକ୍ରବାର, bbox=[140, 14, 268, 29]
event-item: • କୃଷକ ଉନ୍ନତି ଶିବିର, ସ୍ଥାନ: ସରକାରୀ ପ୍ରାଥମିକ ବିଦ୍ୟାଳୟ, ସମୟ: ଅପରାହ୍ନ ୨ଟା। bbox=[674, 251, 888, 279]
temperature-story bbox=[560, 1046, 1110, 1342]
horoscope-title: ଆଜିର ରାଶିଫଳ bbox=[1130, 128, 1466, 172]
event-item: • ସମ୍ବଲପୁରୀ ଧ୍ୱନୀ ମହୋତ୍ସବ ପ୍ରସ୍ତୁତି ବୈଠକ, ସ୍ଥାନ: ସାଂସ୍କୃତିକ ଭବନ, ସମୟ: ସନ୍ଧ୍ୟା ୬ଟା। bbox=[674, 141, 888, 169]
event-item: • ଜିଲ୍ଲାସ୍ତରୀୟ ସାଧାରଣତନ୍ତ୍ର ଦିବସ ପ୍ରସ୍ତୁତି ବୈଠକ, ସମୟ: ଅପରାହ୍ନ ୩ଟା। bbox=[452, 267, 666, 295]
india-map-icon bbox=[8, 1814, 548, 2300]
zodiac-row bbox=[1123, 1826, 1471, 1978]
cmyk-dots-3 bbox=[1296, 2322, 1352, 2334]
section-name: ରାଜ୍ୟ bbox=[1265, 8, 1390, 71]
events-section-title: ଆଜି କ'ଣ କେଉଁଠି bbox=[230, 92, 600, 136]
event-location-heading: ଅନୁଗୋଳ bbox=[230, 317, 269, 330]
zodiac-row bbox=[1123, 246, 1471, 398]
event-item: • ସ୍ୱଚ୍ଛ ଭାରତ ଅଭିଯାନ ଅଧୀନରେ ସଚେତନତା ଶିବିର, ସ୍ଥାନ: ଇନ୍ଦିରା ଗାନ୍ଧୀ ପାର୍କ, ସମୟ: ସକାଳ ୧୦ଟା ୩୦। bbox=[8, 145, 222, 189]
satellite-caption: ବୁଧବାର ଅପରାହ୍ନ ୫ଟାରେ ମହାକାଶରୁ ଉପଗ୍ରହ ପରିଗୃହୀତ ଚିତ୍ର। bbox=[8, 2304, 276, 2316]
subhadra-badge bbox=[390, 1050, 540, 1106]
subhadra-story bbox=[8, 1110, 548, 1386]
dhamaka-body: ଓଡ଼ିଶାର କୋର୍ଟକୁ ଆସିଥିବା ବୋମା ଧମକ ମେଲ ମିଥ୍ୟା ବୋଲି ଆଇନମନ୍ତ୍ରୀ କହିଛନ୍ତି। ସମସ୍ତ କୋର୍ଟ ପରିସରରେ ଯାଞ୍ଚ କରାଯାଇଛି ଓ କୌଣସି ବିପଦ ନାହିଁ। ଲୋକମାନେ ଭୟଭୀତ ନହେବାକୁ ସେ ଅନୁରୋଧ କରିଛନ୍ତି। ଏହି ଘଟଣାର ଗଭୀର ତଦନ୍ତ ହେବ ଓ ଦୋଷୀଙ୍କୁ କଠୋର ଦଣ୍ଡ ମିଳିବ ବୋଲି ମନ୍ତ୍ରୀ କହିଛନ୍ତି। କେନ୍ଦ୍ରୀୟ ଏଜେନ୍ସି ସହ ସମନ୍ୱୟ ରକ୍ଷା କରାଯାଉଛି। ରାଜ୍ୟ ସରକାର ଏଥିପ୍ରତି ଗମ୍ଭୀର ଅଛନ୍ତି। ସାଇବର ଅପରାଧ ରୋକିବା ପାଇଁ ନୂଆ ବ୍ୟବସ୍ଥା କରାଯିବ। ଆଗକୁ ଏପରି ଘଟଣା ନ ଘଟେ ସେଥିପାଇଁ ପୋଲିସ ପ୍ରଶାସନକୁ ନିର୍ଦ୍ଦେଶ ଦିଆଯାଇଛି। ସାଧାରଣ ଲୋକଙ୍କ ସହଯୋଗ ଆବଶ୍ୟକ ବୋଲି ସେ କହିଛନ୍ତି। ଏହାସହ ଗୁଜବ ଚଳାଉଥିବା ବ୍ୟକ୍ତିଙ୍କ ବିରୁଦ୍ଧରେ ମଧ୍ୟ କାର୍ଯ୍ୟାନୁଷ୍ଠାନ ନିଆଯିବ। ସମସ୍ତ ଜିଲ୍ଲା ଅଦାଲତରେ ସୁରକ୍ଷା ବ୍ୟବସ୍ଥା ସମୀକ୍ଷା କରାଯାଉଛି। bbox=[875, 1662, 1103, 1891]
event-item: • ସାଧାରଣତନ୍ତ୍ର ଦିବସ ଉପଲକ୍ଷେ ପ୍ରସ୍ତୁତି ବୈଠକ, ସ୍ଥାନ: ଜିଲ୍ଲାପାଳ କାର୍ଯ୍ୟାଳୟ, ସମୟ: ପୂର୍ବାହ୍ନ ୧୧ଟା। bbox=[230, 333, 444, 361]
registration-mark-1 bbox=[94, 2322, 104, 2334]
dhaga-body-2: ଶ୍ୱାମୀଙ୍କ ବୟସ ମଧ୍ୟରେ ପ୍ରଭେଦ ରହିଥିବାରୁ ଜୀବନ ଦାମ୍ପତ୍ୟ ଠିକ୍ ଭାବରେ ଚାଲେ ନାହିଁ। ବୁଢ଼ା ବୟସରେ ବିବାହ କଲେ ଦୁଃଖ ଭୋଗିବାକୁ ପଡ଼େ ବୋଲି ଏହି ଢଗରେ କୁହାଯାଇଛି। ଯୁବକ ଯୁବତୀମାନେ ଏ ବିଷୟରେ ଚିନ୍ତା କରିବା ଉଚିତ। bbox=[8, 1715, 548, 1743]
dhaga-lead-1-line1: ଆଜ୍ଞାଜ କରଣୀ ଚିକିଣା ମାଛ bbox=[222, 1517, 334, 1530]
zodiac-row bbox=[1123, 404, 1471, 556]
event-item: • ଜିଲ୍ଲା ସ୍ତରୀୟ ସାଧାରଣ ଜ୍ଞାନ ପରୀକ୍ଷା, ସ୍ଥାନ: ସରକାରୀ ବାଳିକା ବିଦ୍ୟାଳୟ, ସମୟ: ସକାଳ ୯ଟା। bbox=[896, 393, 1110, 421]
event-location-heading: କଟକ bbox=[8, 318, 31, 330]
event-location-heading: କୋରାପୁଟ bbox=[452, 379, 491, 392]
event-item: • ଓଡ଼ିଆ ଭାଷା ଓ ସାହିତ୍ୟ ଉପରେ ଆଲୋଚନା, ସ୍ଥାନ: ଗ୍ରାମ ପାଠାଗାର, ସମୟ: ଅପରାହ୍ନ ୪ଟା। bbox=[230, 542, 444, 570]
dhamaka-headline: ଧୋମା ଧମକ ମିଥ୍ୟା: ଆଇନମନ୍ତ୍ରୀ bbox=[888, 1637, 1090, 1655]
event-item: • ହକି ପ୍ରତିଯୋଗିତା ଫାଇନାଲ, ସ୍ଥାନ: ବିରସା ମୁଣ୍ଡା ଷ୍ଟାଡିୟମ, ସମୟ: ପୂର୍ବାହ୍ନ ୧୦ଟା ୩୦। bbox=[896, 189, 1110, 217]
event-location-heading: ଭଦ୍ରକ bbox=[674, 364, 706, 376]
event-item: • ମା' ନବଦୁର୍ଗାଙ୍କ ବାର୍ଷିକ ଉତ୍ସବ, ସ୍ଥାନ: ଦେବୀ ମନ୍ଦିର, ସମୟ: ସନ୍ଧ୍ୟା ୬ଟା। bbox=[674, 476, 888, 504]
dhaga-lead-2 bbox=[8, 1648, 548, 1710]
event-location-heading: ଜାଜପୁର bbox=[674, 174, 707, 186]
panjika-text: ଆଜି ଜାନୁଆରୀ ୯ ତାରିଖ, ପ୍ରଭବାଦି ଭାରତୀୟ ବିବସ, ମାଘ କୃଷ୍ଣ ଷଷ୍ଠୀ ତିଥି। ସୂର୍ଯ୍ୟୋଦୟ ସକାଳ ୬ଟା ୩୨, ସୂର୍ଯ୍ୟାସ୍ତ ସନ୍ଧ୍ୟା ୫ଟା ୧୨। ନକ୍ଷତ୍ର ହସ୍ତା, ଯୋଗ ଶୋଭନ। ଅମୃତ ବେଳା ଦି.୮.୦୨ ଠାରୁ ୯.୩୦ ମଧ୍ୟ। ରାହୁକାଳ ଦି.୧୦.୪୫ ଠାରୁ ୧୨.୦୨ ପର୍ଯ୍ୟନ୍ତ। bbox=[1123, 2149, 1471, 2208]
event-item: • ଜୈବିକ ଚାଷ ଶିବିର, ସ୍ଥାନ: ଉମରକୋଟ, ସମୟ: ପୂର୍ବାହ୍ନ ୧୧ଟା। bbox=[452, 315, 666, 343]
zodiac-prediction: ଭାଗ୍ୟସ୍ଥାନକୁ ଏକାଧିକ ଗ୍ରହଙ୍କ ଦୃଷ୍ଟି ପଡ଼ୁଥିବାରୁ ଯାହା କରିବେ ସେଥିରେ ସଫଳତା ମିଳିବ। କର୍ମକ୍ଷେତ୍ରରେ ଦକ୍ଷତା ପ୍ରଦର୍ଶନ କରିବାର ସୁଯୋଗ ମିଳିବ। ନିଜ କାମରେ ଧ୍ୟାନ ଦିଅନ୍ତୁ। ବାଣିଜ୍ୟ, କୃଷି, ଶିକ୍ଷା, ସାହିତ୍ୟ କ୍ଷେତ୍ରର ଲୋକଙ୍କ ପାଇଁ ଲାଭଦାୟକ ଦିନ। bbox=[1223, 1195, 1467, 1269]
event-item: • ମହିଳା ସଶକ୍ତିକରଣ ଉପରେ କର୍ମଶାଳା, ସ୍ଥାନ: ଜିଲ୍ଲା ପରିଷଦ ହଲ, ସମୟ: ପୂର୍ବାହ୍ନ ୧୧ଟା। bbox=[674, 379, 888, 407]
subhadra-badge-line2: ୪ର୍ଥ କିସ୍ତି bbox=[432, 1079, 498, 1099]
event-item: • ବିଶ୍ୱ ହିନ୍ଦୀ ଦିବସ ଉପଲକ୍ଷେ ଆଲୋଚନା ସଭା, ସ୍ଥାନ: ସହିଦ ଲକ୍ଷ୍ମଣ ନାୟକ ମହାବିଦ୍ୟାଳୟ, ସମୟ: ଅପରାହ୍ନ ୨ଟା। bbox=[452, 426, 666, 469]
event-item: • ଗୁରୁଜନଙ୍କ ସ୍ମୃତିରେ ଲୋକ ମହୋତ୍ସବ, ସ୍ଥାନ: ମିଳନ ପଡ଼ିଆ, ସମୟ: ସକାଳ ୯ଟା। bbox=[674, 189, 888, 217]
event-location-heading: ବରଗଡ଼ bbox=[674, 461, 705, 473]
event-item: • ୨୧ କ୍ଷେତ୍ରୀୟ ଗାୟତ୍ରୀ ମହାଯଜ୍ଞ ତୃତୀୟ ଦିବସ, ସ୍ଥାନ: ଖଡ଼ିଆଳ, ସମୟ: ସକାଳ ୬ଟା। bbox=[896, 362, 1110, 390]
horoscope-address: ମଙ୍ଗଳାଜୋଡ଼ି ଶାସନ, ଜାଜପୁର, ଗଞ୍ଜାମ bbox=[1213, 196, 1383, 209]
newspaper-logo bbox=[18, 4, 128, 76]
zodiac-sign-icon: ♊ bbox=[1133, 592, 1205, 664]
event-item: • ଶୈକ୍ଷିକ ସେମିନାର, ସ୍ଥାନ: ରେଭେନ୍ସା ବିଶ୍ୱବିଦ୍ୟାଳୟ, ସମୟ: ଅପରାହ୍ନ ୩ଟା। bbox=[8, 395, 222, 423]
event-location-heading: ବାଲେଶ୍ୱର bbox=[674, 284, 722, 297]
zodiac-name-badge: କନ୍ୟା bbox=[1123, 1036, 1213, 1060]
